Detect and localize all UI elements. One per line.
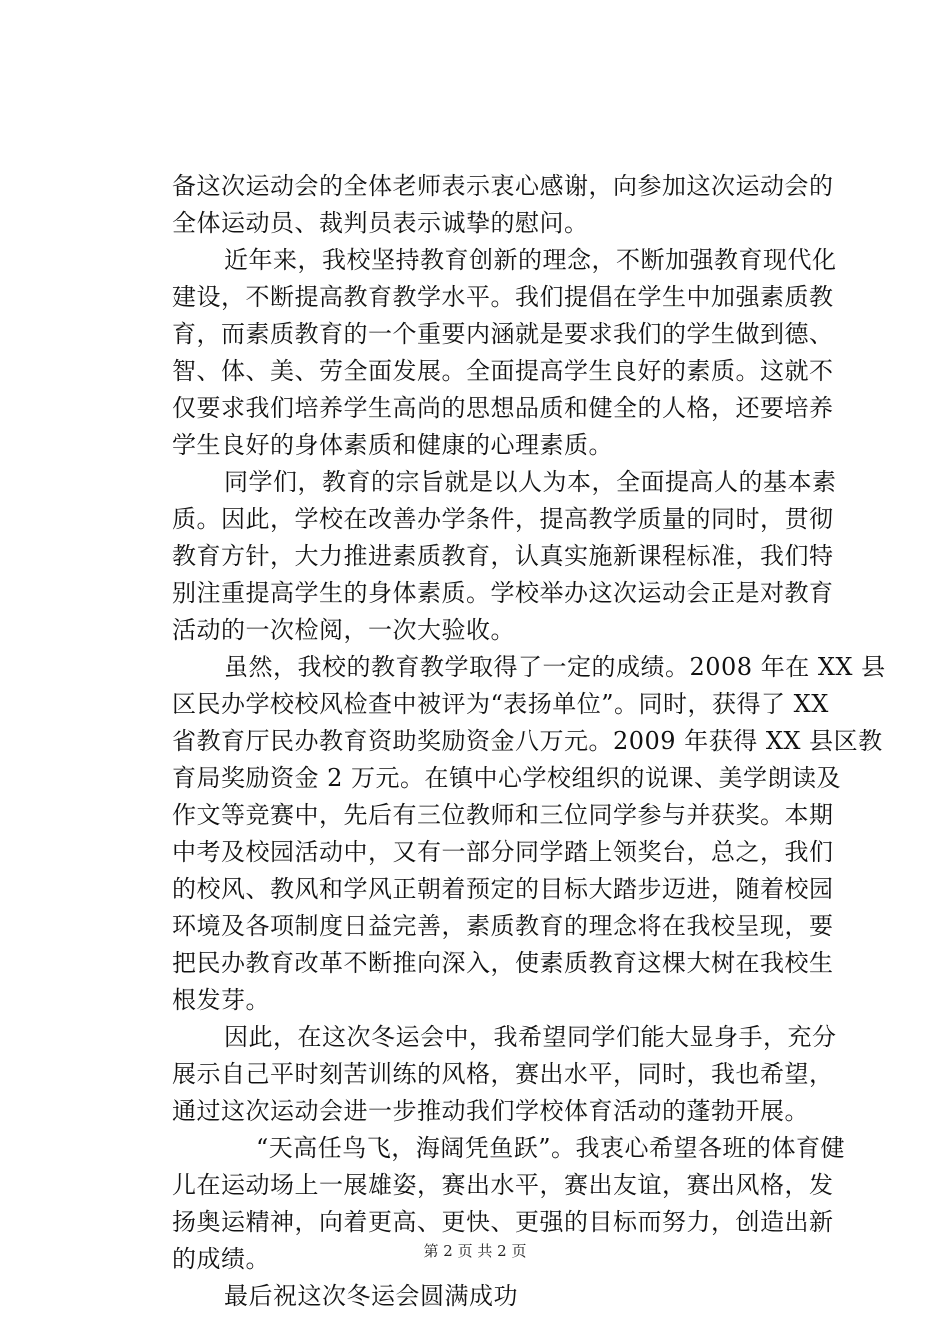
paragraph-1 [172,168,834,242]
text-line: 的成绩。 [172,1245,270,1273]
text-line: 质。因此，学校在改善办学条件，提高教学质量的同时，贯彻 [172,505,834,533]
paragraph-2 [172,242,837,464]
text-line: 因此，在这次冬运会中，我希望同学们能大显身手，充分 [224,1023,837,1051]
paragraph-3 [172,464,837,649]
text-line: 备这次运动会的全体老师表示衷心感谢，向参加这次运动会的 [172,172,834,200]
text-line: 活动的一次检阅，一次大验收。 [172,616,515,644]
page-footer: 第 2 页 共 2 页 [423,1242,527,1260]
document-body [172,168,886,1315]
text-line: 根发芽。 [172,986,270,1014]
text-line: 中考及校园活动中，又有一部分同学踏上领奖台，总之，我们 [172,838,834,866]
text-line: 育局奖励资金 2 万元。在镇中心学校组织的说课、美学朗读及 [172,764,842,792]
text-line: 的校风、教风和学风正朝着预定的目标大踏步迈进，随着校园 [172,875,834,903]
text-line: 作文等竞赛中，先后有三位教师和三位同学参与并获奖。本期 [172,801,834,829]
text-line: 省教育厅民办教育资助奖励资金八万元。2009 年获得 XX 县区教 [172,727,883,755]
paragraph-5 [172,1019,837,1130]
text-line: 虽然，我校的教育教学取得了一定的成绩。2008 年在 XX 县 [224,653,886,681]
text-line: 全体运动员、裁判员表示诚挚的慰问。 [172,209,589,237]
text-line: 最后祝这次冬运会圆满成功 [224,1282,518,1310]
text-line: 育，而素质教育的一个重要内涵就是要求我们的学生做到德、 [172,320,834,348]
text-line: 仅要求我们培养学生高尚的思想品质和健全的人格，还要培养 [172,394,834,422]
text-line: 建设，不断提高教育教学水平。我们提倡在学生中加强素质教 [172,283,834,311]
text-line: 同学们，教育的宗旨就是以人为本，全面提高人的基本素 [224,468,837,496]
text-line: 近年来，我校坚持教育创新的理念，不断加强教育现代化 [224,246,837,274]
text-line: 区民办学校校风检查中被评为“表扬单位”。同时，获得了 XX [172,690,829,718]
text-line: 把民办教育改革不断推向深入，使素质教育这棵大树在我校生 [172,949,834,977]
text-line: 通过这次运动会进一步推动我们学校体育活动的蓬勃开展。 [172,1097,809,1125]
paragraph-7 [172,1278,792,1315]
text-line: 学生良好的身体素质和健康的心理素质。 [172,431,613,459]
text-line: “天高任鸟飞，海阔凭鱼跃”。我衷心希望各班的体育健 [256,1134,846,1162]
text-line: 儿在运动场上一展雄姿，赛出水平，赛出友谊，赛出风格，发 [172,1171,834,1199]
text-line: 别注重提高学生的身体素质。学校举办这次运动会正是对教育 [172,579,834,607]
text-line: 扬奥运精神，向着更高、更快、更强的目标而努力，创造出新 [172,1208,834,1236]
paragraph-4 [172,649,886,1019]
text-line: 展示自己平时刻苦训练的风格，赛出水平，同时，我也希望， [172,1060,834,1088]
text-line: 环境及各项制度日益完善，素质教育的理念将在我校呈现，要 [172,912,834,940]
text-line: 教育方针，大力推进素质教育，认真实施新课程标准，我们特 [172,542,834,570]
text-line: 智、体、美、劳全面发展。全面提高学生良好的素质。这就不 [172,357,834,385]
